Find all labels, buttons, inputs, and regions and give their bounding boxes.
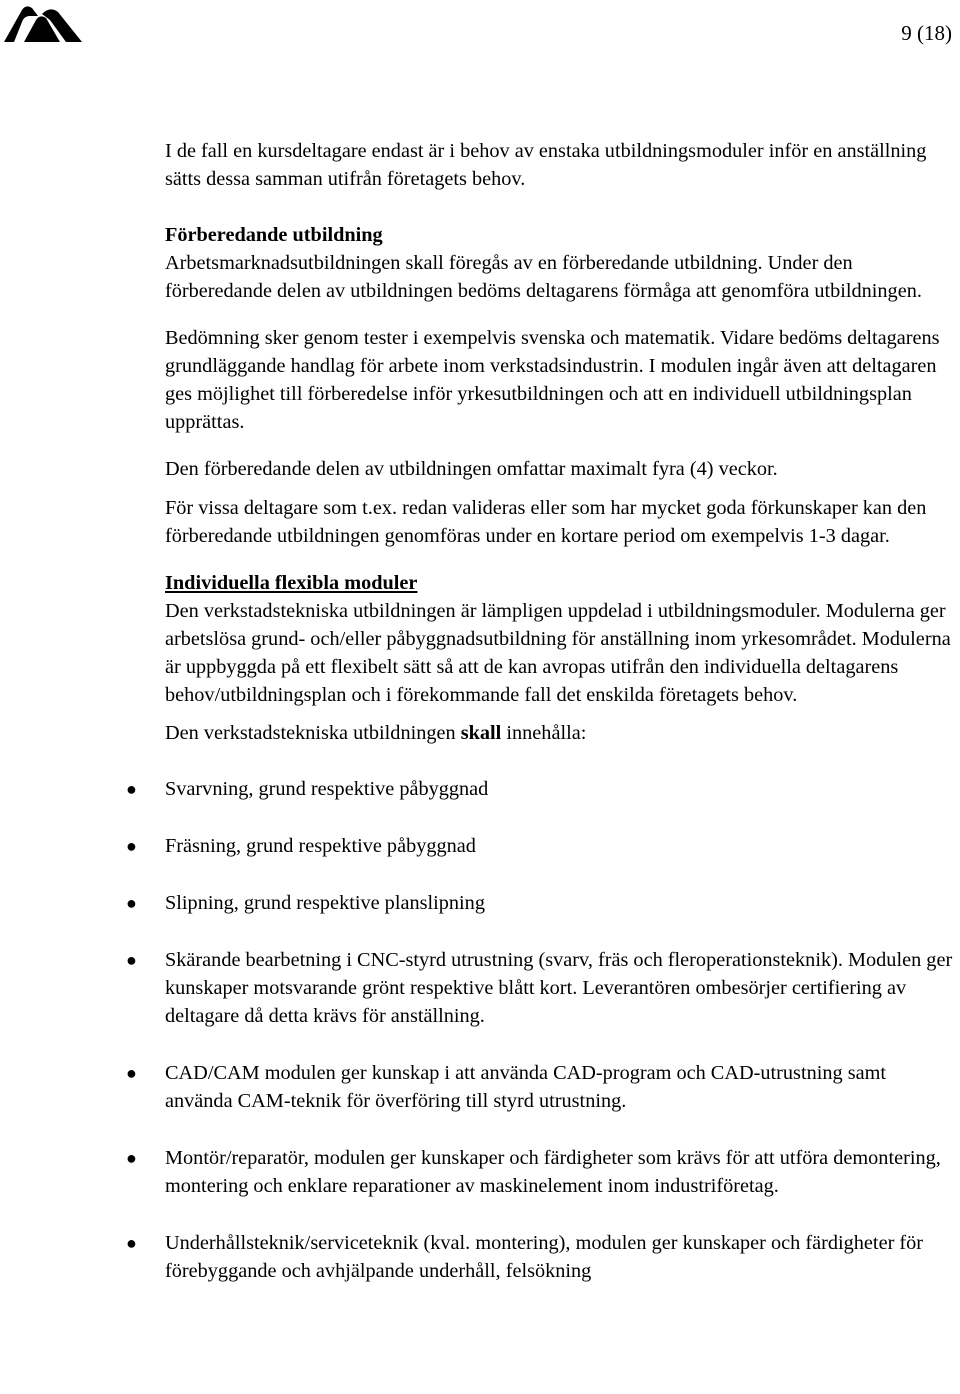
list-item: [93, 946, 957, 1030]
paragraph-modules-1: Den verkstadstekniska utbildningen är lämpligen uppdelad i utbildningsmoduler. Modulerna ger arbetslösa grund- och/eller påbyggnadsutbildning för anställning inom yrkesområdet. Modulerna är uppbyggda på ett flexibelt sätt så att de kan avropas utifrån den individuella deltagarens behov/utbildningsplan och i förekommande fall det enskilda företagets behov.: [165, 600, 951, 706]
list-item-text: Montör/reparatör, modulen ger kunskaper och färdigheter som krävs för att utföra demontering, montering och enklare reparationer av maskinelement inom industriföretag.: [165, 1147, 941, 1197]
list-item: [93, 775, 957, 803]
bullet-icon: ●: [126, 1063, 137, 1083]
section-heading-preparatory: Förberedande utbildning: [165, 224, 383, 246]
list-item: [93, 832, 957, 860]
list-item-text: Fräsning, grund respektive påbyggnad: [165, 835, 476, 857]
intro-paragraph: I de fall en kursdeltagare endast är i behov av enstaka utbildningsmoduler inför en anställning sätts dessa samman utifrån företagets behov.: [165, 140, 927, 190]
list-item-text: Underhållsteknik/serviceteknik (kval. montering), modulen ger kunskaper och färdigheter för förebyggande och avhjälpande underhåll, felsökning: [165, 1232, 924, 1282]
list-item: [93, 889, 957, 917]
list-item-text: CAD/CAM modulen ger kunskap i att använda CAD-program och CAD-utrustning samt använda CAM-teknik för överföring till styrd utrustning.: [165, 1062, 887, 1112]
bullet-icon: ●: [126, 893, 137, 913]
module-list: [126, 775, 957, 1285]
paragraph-preparatory-2: Bedömning sker genom tester i exempelvis svenska och matematik. Vidare bedöms deltagarens grundläggande handlag för arbete inom verkstadsindustrin. I modulen ingår även att deltagaren ges möjlighet till förberedelse inför yrkesutbildningen och att en individuell utbildningsplan upprättas.: [165, 327, 940, 433]
bullet-icon: ●: [126, 836, 137, 856]
bullet-icon: ●: [126, 1148, 137, 1168]
list-item: [93, 1229, 957, 1285]
bullet-icon: ●: [126, 779, 137, 799]
list-item-text: Skärande bearbetning i CNC-styrd utrustning (svarv, fräs och fleroperationsteknik). Modulen ger kunskaper motsvarande grönt respektive blått kort. Leverantören ombesörjer certifiering av deltagare då detta krävs för anställning.: [165, 949, 953, 1027]
page-number: 9 (18): [901, 21, 952, 45]
company-logo-icon: [2, 2, 84, 44]
paragraph-preparatory-4: För vissa deltagare som t.ex. redan valideras eller som har mycket goda förkunskaper kan den förberedande utbildningen genomföras under en kortare period om exempelvis 1-3 dagar.: [165, 497, 927, 547]
emphasis-skall: skall: [460, 722, 502, 744]
document-body: [126, 137, 957, 1314]
paragraph-modules-2: [165, 719, 957, 747]
text-segment: innehålla:: [501, 722, 587, 744]
list-item: [93, 1059, 957, 1115]
paragraph-preparatory-1: Arbetsmarknadsutbildningen skall föregås av en förberedande utbildning. Under den förberedande delen av utbildningen bedöms deltagarens förmåga att genomföra utbildningen.: [165, 252, 922, 302]
text-segment: Den verkstadstekniska utbildningen: [165, 722, 461, 744]
list-item-text: Svarvning, grund respektive påbyggnad: [165, 778, 489, 800]
section-heading-modules: Individuella flexibla moduler: [165, 572, 418, 594]
bullet-icon: ●: [126, 950, 137, 970]
paragraph-preparatory-3: Den förberedande delen av utbildningen omfattar maximalt fyra (4) veckor.: [165, 458, 778, 480]
list-item: [93, 1144, 957, 1200]
list-item-text: Slipning, grund respektive planslipning: [165, 892, 485, 914]
bullet-icon: ●: [126, 1233, 137, 1253]
